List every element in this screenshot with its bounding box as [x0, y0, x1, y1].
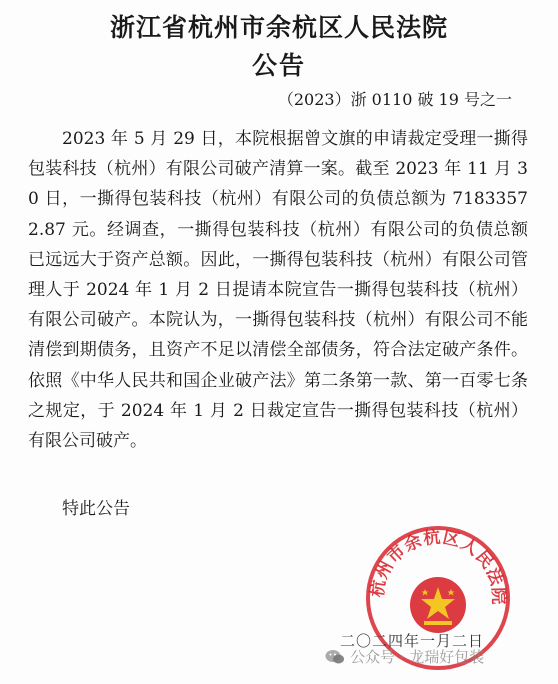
- seal-text: 杭州市余杭区人民法院: [367, 527, 509, 606]
- closing-text: 特此公告: [62, 499, 130, 519]
- court-name: 浙江省杭州市余杭区人民法院: [109, 13, 448, 42]
- notice-body: 2023 年 5 月 29 日，本院根据曾文旗的申请裁定受理一撕得包装科技（杭州）有限公司破产清算一案。截至 2023 年 11 月 30 日，一撕得包装科技（杭州）有限公司的负债总额为 71833572.87 元。经调查，一撕得包装科技（杭州）有限公司的负债总额已远远大于资产总额。因此，一撕得包装科技（杭州）有限公司管理人于 2024 年 1 月 2 日提请本院宣告一撕得包装科技（杭州）有限公司破产。本院认为，一撕得包装科技（杭州）有限公司不能清偿到期债务，且资产不足以清偿全部债务，符合法定破产条件。依照《中华人民共和国企业破产法》第二条第一款、第一百零七条之规定，于 2024 年 1 月 2 日裁定宣告一撕得包装科技（杭州）有限公司破产。: [28, 129, 528, 452]
- national-emblem-icon: [410, 577, 466, 633]
- wechat-watermark: [325, 646, 484, 667]
- watermark-text: 公众号 · 龙瑞好包装: [350, 648, 485, 666]
- wechat-icon: [325, 649, 345, 665]
- case-number: （2023）浙 0110 破 19 号之一: [277, 90, 512, 109]
- issue-date: 二〇二四年一月二日: [340, 632, 485, 650]
- notice-title: 公告: [251, 51, 306, 80]
